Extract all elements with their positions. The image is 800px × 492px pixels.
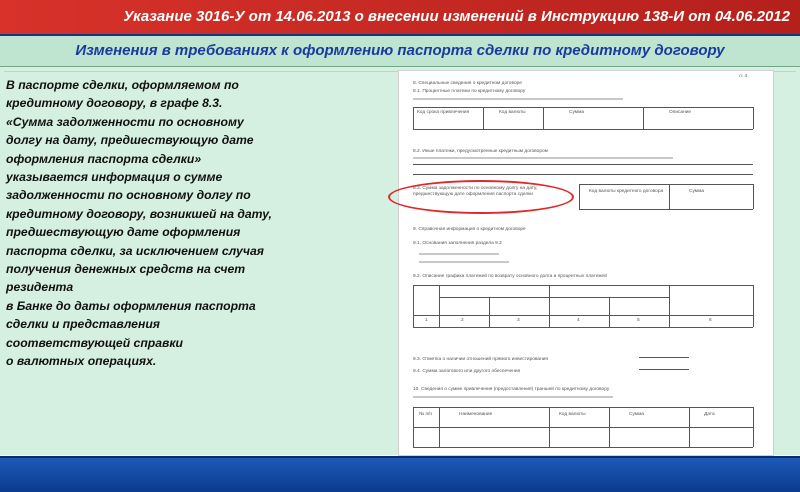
column-number: 6 [709, 318, 712, 323]
illegible-text [419, 261, 509, 263]
section-heading: 9. Справочная информация о кредитном договоре [413, 227, 526, 232]
illegible-text [413, 396, 613, 398]
table-header-cell: Сумма [629, 412, 645, 417]
section-heading: 9.4. Сумма залогового или другого обеспечения [413, 369, 521, 374]
explanation-line: долгу на дату, предшествующую дате [6, 133, 254, 148]
subheader-title: Изменения в требованиях к оформлению паспорта сделки по кредитному договору [75, 42, 725, 59]
illegible-text [419, 253, 499, 255]
explanation-line: сделки и представления [6, 317, 160, 332]
table-header-cell: Код валюты [499, 110, 526, 115]
explanation-line: В паспорте сделки, оформляемом по [6, 78, 239, 92]
table-header-cell: Наименование [459, 412, 493, 417]
explanation-line: предшествующую дате оформления [6, 225, 241, 240]
currency-code-label: Код валюты кредитного договора [589, 189, 664, 194]
explanation-line: «Сумма задолженности по основному [6, 114, 244, 129]
explanation-line: кредитному договору, возникшей на дату, [6, 206, 272, 221]
section-heading: 9.3. Отметка о наличии отношений прямого инвестирования [413, 357, 548, 362]
explanation-line: получения денежных средств на счет резидента [6, 262, 246, 295]
illegible-text [413, 98, 623, 100]
explanation-line: в Банке до даты оформления паспорта [6, 298, 256, 313]
table-header-cell: Сумма [569, 110, 585, 115]
section-heading: 8. Специальные сведения о кредитном договоре [413, 81, 522, 86]
table-header-cell: Код валюты [559, 412, 586, 417]
subheader-bar [0, 36, 800, 67]
column-number: 5 [637, 318, 640, 323]
table-header-cell: Код срока привлечения [417, 110, 470, 115]
explanation-line: оформления паспорта сделки» [6, 151, 202, 166]
explanation-line: паспорта сделки, за исключением случая [6, 243, 264, 258]
explanation-line: указывается информация о сумме [6, 170, 223, 185]
footer-bar [0, 456, 800, 492]
header-bar [0, 0, 800, 36]
table-header-cell: Описание [669, 110, 692, 115]
explanation-text [6, 76, 296, 371]
highlight-oval [388, 180, 574, 214]
explanation-line: о валютных операциях. [6, 354, 157, 369]
column-number: 2 [461, 318, 464, 323]
section-heading: 8.1. Процентные платежи по кредитному договору [413, 89, 526, 94]
section-heading: 9.1. Основания заполнения раздела 9.2 [413, 241, 502, 246]
section-heading: 10. Сведения о сумме привлечения (предоставления) траншей по кредитному договору [413, 387, 610, 392]
page-mark: л. 4 [739, 74, 748, 79]
section-heading: 9.2. Описание графика платежей по возврату основного долга и процентных платежей [413, 274, 607, 279]
illegible-text [413, 157, 673, 159]
explanation-line: кредитному договору, в графе 8.3. [6, 96, 223, 111]
header-title: Указание 3016-У от 14.06.2013 о внесении изменений в Инструкцию 138-И от 04.06.2012 [123, 8, 790, 25]
section-heading: 8.2. Иные платежи, предусмотренные кредитным договором [413, 149, 548, 154]
column-number: 4 [577, 318, 580, 323]
table-header-cell: Дата [704, 412, 715, 417]
explanation-line: задолженности по основному долгу по [6, 188, 251, 203]
explanation-line: соответствующей справки [6, 335, 183, 350]
section-8-3-label: 8.3. Сумма задолженности по основному долгу на дату, предшествующую дате оформления паспорта сделки [413, 186, 538, 197]
table-header-cell: № п/п [419, 412, 433, 417]
column-number: 3 [517, 318, 520, 323]
column-number: 1 [425, 318, 428, 323]
sum-label: Сумма [689, 189, 705, 194]
passport-document-image [398, 70, 774, 456]
